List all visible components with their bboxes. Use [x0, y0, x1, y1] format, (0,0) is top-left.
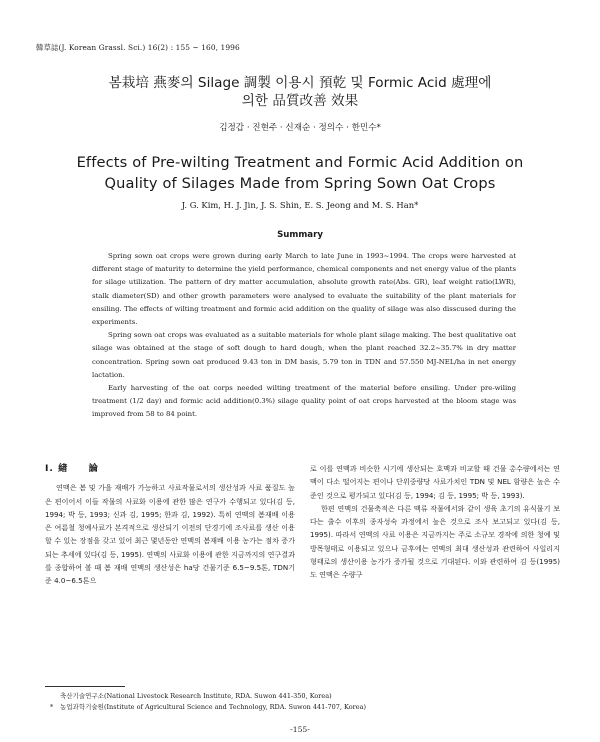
right-column [310, 462, 560, 582]
english-authors: J. G. Kim, H. J. Jin, J. S. Shin, E. S. Jeong and M. S. Han* [181, 200, 419, 210]
footnote-1 [50, 691, 366, 702]
korean-title-line-2: 의한 品質改善 效果 [241, 93, 359, 109]
page-number: -155- [290, 725, 310, 734]
footnote-divider [45, 686, 125, 687]
footnotes [50, 691, 366, 713]
korean-title-line-1: 봄栽培 燕麥의 Silage 調製 이용시 預乾 및 Formic Acid 處理에 [108, 75, 492, 91]
footnote-text: 축산기술연구소(National Livestock Research Institute, RDA. Suwon 441-350, Korea) [60, 692, 332, 700]
footnote-marker: * [50, 702, 54, 711]
body-paragraph: 한편 연맥의 건물축적은 다른 맥류 작물에서와 같이 생육 초기의 유식물기 보다는 출수 이후의 종자성숙 과정에서 높은 것으로 조사 보고되고 있다(김 등, 1995). 따라서 연맥의 사료 이용은 지금까지는 주로 소규모 경작에 의한 청예 및 방목형태로 이용되고 있으나 금후에는 연맥의 최대 생산성과 관련하여 사일리지 형태로의 생산이용 농가가 증가될 것으로 기대된다. 이와 관련하여 김 등(1995)도 연맥은 수량구 [310, 503, 560, 580]
summary-paragraph-3: Early harvesting of the oat corps needed wilting treatment of the material before ensiling. Under pre-wiling treatment (1/2 day) and formic acid addition(0.3%) silage quality point of oat crops harvested at the bloom stage was improved from 58 to 84 point. [92, 384, 516, 419]
korean-title [30, 74, 570, 110]
section-heading-introduction: I. 緖 論 [45, 463, 99, 474]
body-paragraph: 연맥은 봄 및 가을 재배가 가능하고 사료작물로서의 생산성과 사료 품질도 높은 편이어서 이들 작물의 사료화 이용에 관한 많은 연구가 수행되고 있다(김 등, 1994; 박 등, 1993; 신과 김, 1995; 한과 김, 1992). 특히 연맥의 봄재배 이용은 여름철 청예사료가 본격적으로 생산되기 이전의 단경기에 조사료를 생산 이용할 수 있는 장점을 갖고 있어 최근 몇년동안 연맥의 봄재배 이용 농가는 점차 증가되는 추세에 있다(김 등, 1995). 연맥의 사료화 이용에 관한 지금까지의 연구결과를 종합하여 볼 때 봄 재배 연맥의 생산성은 ha당 건물기준 6.5~9.5톤, TDN기준 4.0~6.5톤으 [45, 483, 295, 586]
footnote-2 [50, 702, 366, 713]
left-column [45, 462, 295, 588]
summary-heading: Summary [277, 230, 323, 240]
korean-authors: 김정갑 · 진현주 · 신재순 · 정의수 · 한민수* [219, 123, 381, 133]
english-title-line-2: Quality of Silages Made from Spring Sown Oat Crops [104, 175, 496, 192]
summary-body [92, 250, 516, 422]
english-title [20, 152, 580, 194]
journal-reference: 韓草誌(J. Korean Grassl. Sci.) 16(2) : 155 ~ 160, 1996 [36, 43, 240, 52]
summary-paragraph-2: Spring sown oat crops was evaluated as a suitable materials for whole plant silage making. The best qualitative oat silage was obtained at the stage of soft dough to hard dough, when the plant reached 32.2~35.7% in dry matter concentration. Spring sown oat produced 9.43 ton in DM basis, 5.79 ton in TDN and 57.550 MJ-NEL/ha in net energy lactation. [92, 331, 516, 379]
footnote-text: 농업과학기술원(Institute of Agricultural Science and Technology, RDA. Suwon 441-707, Korea) [60, 702, 366, 711]
body-paragraph: 로 이를 연맥과 비슷한 시기에 생산되는 호맥과 비교할 때 건물 총수량에서는 연맥이 다소 떨어지는 편이나 단위중량당 사료가치인 TDN 및 NEL 함량은 높은 수준인 것으로 평가되고 있다(김 등, 1994; 김 등, 1995; 박 등, 1993). [310, 464, 560, 500]
summary-paragraph-1: Spring sown oat crops were grown during early March to late June in 1993~1994. The crops were harvested at different stage of maturity to determine the yield performance, chemical components and net energy value of the plants for silage utilization. The pattern of dry matter accumulation, absolute growth rate(Abs. GR), leaf weight ratio(LWR), stalk diameter(SD) and other growth parameters were analysed to evaluate the suitability of the plant materials for ensiling. The effects of wilting treatment and formic acid addition on the quality of silage was also disscused during the experiments. [92, 252, 516, 327]
english-title-line-1: Effects of Pre-wilting Treatment and Formic Acid Addition on [76, 154, 524, 171]
